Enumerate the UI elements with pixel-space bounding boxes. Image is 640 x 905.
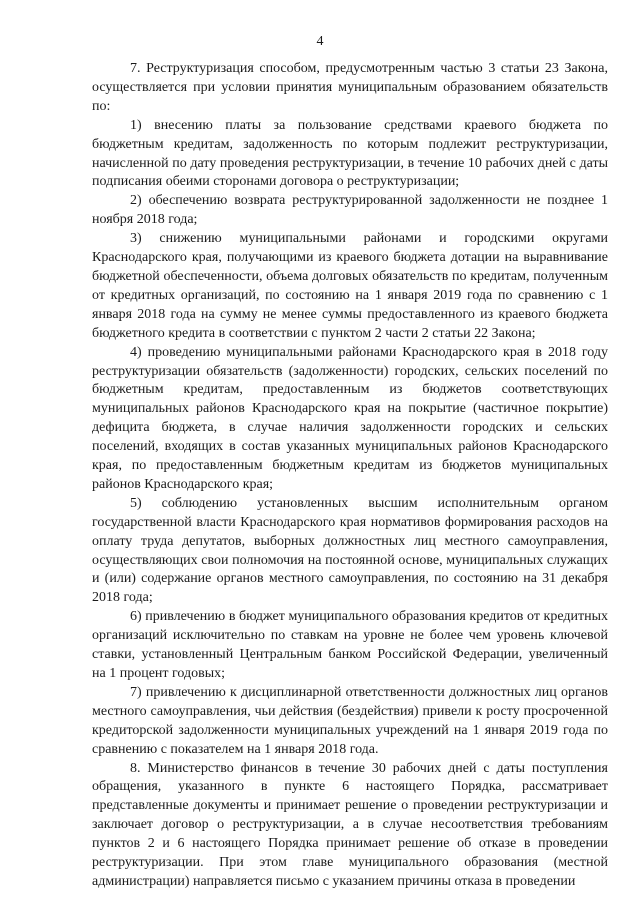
paragraph-7-item-6: 6) привлечению в бюджет муниципального образования кредитов от кредитных организаций исключительно по ставкам на уровне не более чем уровень ключевой ставки, установленный Центральным банком Российской Федерации, увеличенный на 1 процент годовых;: [92, 609, 608, 681]
page-number: 4: [316, 34, 324, 49]
paragraph-7-item-7: 7) привлечению к дисциплинарной ответственности должностных лиц органов местного самоуправления, чьи действия (бездействия) привели к росту просроченной кредиторской задолженности муниципальных учреждений на 1 января 2019 года по сравнению с показателем на 1 января 2018 года.: [92, 684, 608, 757]
paragraph-7: 7. Реструктуризация способом, предусмотренным частью 3 статьи 23 Закона, осуществляется при условии принятия муниципальным образованием обязательств по:: [92, 61, 608, 114]
document-body: [92, 60, 608, 892]
paragraph-7-item-3: 3) снижению муниципальными районами и городскими округами Краснодарского края, получающими из краевого бюджета дотации на выравнивание бюджетной обеспеченности, объема долговых обязательств по кредитам, полученным от кредитных организаций, по состоянию на 1 января 2019 года по сравнению с 1 января 2018 года на сумму не менее суммы предоставленного из краевого бюджета бюджетного кредита в соответствии с пунктом 2 части 2 статьи 22 Закона;: [92, 231, 608, 341]
paragraph-7-item-4: 4) проведению муниципальными районами Краснодарского края в 2018 году реструктуризации обязательств (задолженности) городских, сельских поселений по бюджетным кредитам, предоставленным из бюджетов соответствующих муниципальных районов Краснодарского края на покрытие (частичное покрытие) дефицита бюджета, в случае наличия задолженности городских и сельских поселений, входящих в состав указанных муниципальных районов Краснодарского края, по предоставленным бюджетным кредитам из бюджетов муниципальных районов Краснодарского края;: [92, 344, 608, 492]
paragraph-8: 8. Министерство финансов в течение 30 рабочих дней с даты поступления обращения, указанного в пункте 6 настоящего Порядка, рассматривает представленные документы и принимает решение о проведении реструктуризации и заключает договор о реструктуризации, а в случае несоответствия требованиям пунктов 2 и 6 настоящего Порядка принимает решение об отказе в проведении реструктуризации. При этом главе муниципального образования (местной администрации) направляется письмо с указанием причины отказа в проведении: [92, 760, 608, 889]
paragraph-7-item-1: 1) внесению платы за пользование средствами краевого бюджета по бюджетным кредитам, задолженность по которым подлежит реструктуризации, начисленной по дату проведения реструктуризации, в течение 10 рабочих дней с даты подписания обеими сторонами договора о реструктуризации;: [92, 117, 608, 190]
paragraph-7-item-5: 5) соблюдению установленных высшим исполнительным органом государственной власти Краснодарского края нормативов формирования расходов на оплату труда депутатов, выборных должностных лиц местного самоуправления, осуществляющих свои полномочия на постоянной основе, муниципальных служащих и (или) содержание органов местного самоуправления, по состоянию на 31 декабря 2018 года;: [92, 495, 608, 606]
paragraph-7-item-2: 2) обеспечению возврата реструктурированной задолженности не позднее 1 ноября 2018 года;: [92, 193, 608, 228]
